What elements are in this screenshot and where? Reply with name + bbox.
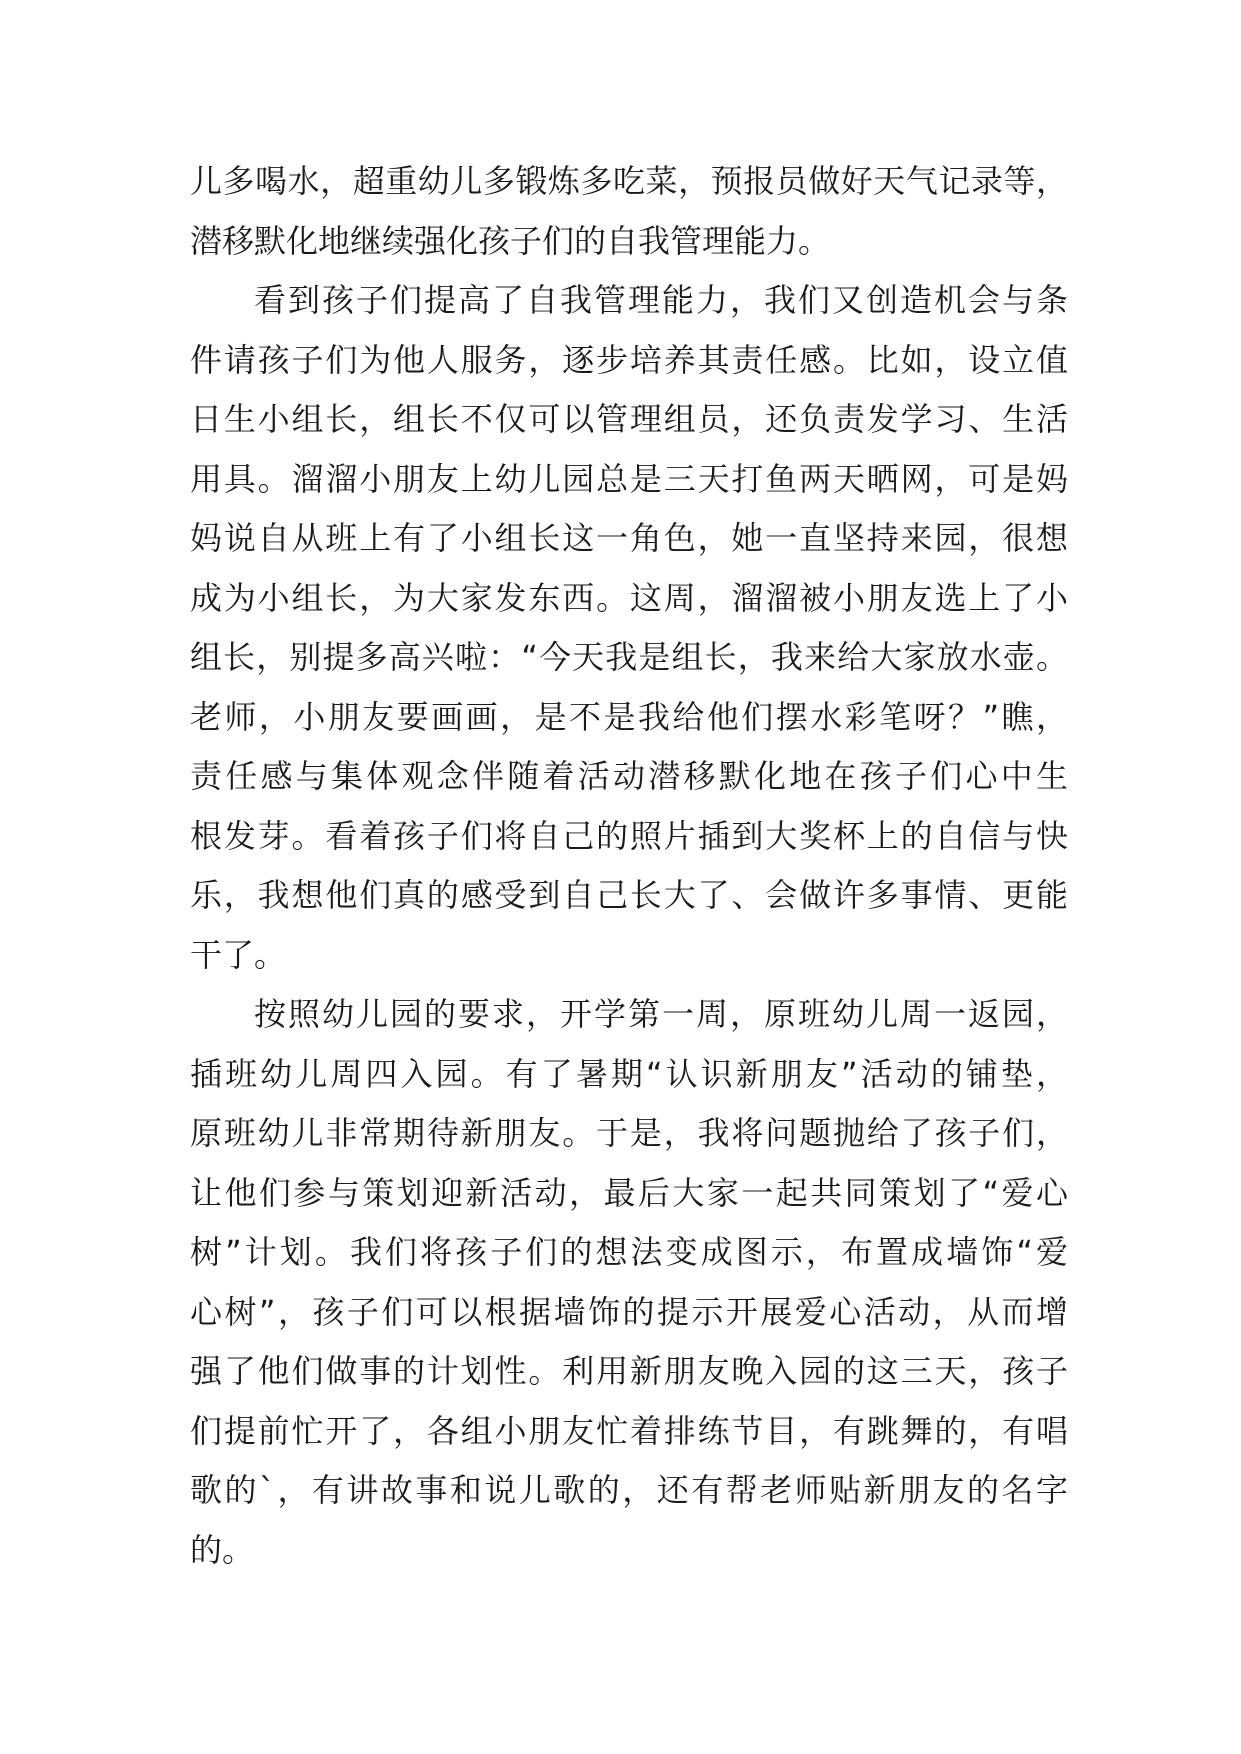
text-line: 潜移默化地继续强化孩子们的自我管理能力。 <box>190 221 831 260</box>
body-text <box>190 152 1068 1580</box>
text-line: 看到孩子们提高了自我管理能力，我们又创造机会与条 <box>254 281 1068 319</box>
text-line: 件请孩子们为他人服务，逐步培养其责任感。比如，设立值 <box>190 340 1068 379</box>
text-line: 们提前忙开了，各组小朋友忙着排练节目，有跳舞的，有唱 <box>190 1411 1068 1450</box>
text-line: 成为小组长，为大家发东西。这周，溜溜被小朋友选上了小 <box>190 578 1068 617</box>
text-line: 妈说自从班上有了小组长这一角色，她一直坚持来园，很想 <box>190 519 1068 557</box>
text-line: 日生小组长，组长不仅可以管理组员，还负责发学习、生活 <box>190 400 1068 438</box>
text-line: 心树”，孩子们可以根据墙饰的提示开展爱心活动，从而增 <box>190 1292 1068 1331</box>
paragraph <box>190 271 1068 985</box>
text-line: 歌的`，有讲故事和说儿歌的，还有帮老师贴新朋友的名字 <box>190 1471 1068 1509</box>
text-line: 责任感与集体观念伴随着活动潜移默化地在孩子们心中生 <box>190 757 1068 795</box>
text-line: 强了他们做事的计划性。利用新朋友晚入园的这三天，孩子 <box>190 1352 1068 1390</box>
text-line: 插班幼儿周四入园。有了暑期“认识新朋友”活动的铺垫， <box>190 1054 1068 1093</box>
text-line: 原班幼儿非常期待新朋友。于是，我将问题抛给了孩子们， <box>190 1114 1068 1152</box>
text-line: 按照幼儿园的要求，开学第一周，原班幼儿周一返园， <box>254 995 1068 1033</box>
paragraph <box>190 985 1068 1580</box>
text-line: 根发芽。看着孩子们将自己的照片插到大奖杯上的自信与快 <box>190 816 1068 855</box>
text-line: 组长，别提多高兴啦：“今天我是组长，我来给大家放水壶。 <box>190 638 1068 676</box>
text-line: 让他们参与策划迎新活动，最后大家一起共同策划了“爱心 <box>190 1173 1068 1212</box>
text-line: 老师，小朋友要画画，是不是我给他们摆水彩笔呀？”瞧， <box>190 697 1068 736</box>
text-line: 干了。 <box>190 935 287 974</box>
text-line: 的。 <box>190 1530 255 1569</box>
text-line: 树”计划。我们将孩子们的想法变成图示，布置成墙饰“爱 <box>190 1233 1068 1271</box>
text-line: 乐，我想他们真的感受到自己长大了、会做许多事情、更能 <box>190 876 1068 914</box>
paragraph <box>190 152 1068 271</box>
text-line: 用具。溜溜小朋友上幼儿园总是三天打鱼两天晒网，可是妈 <box>190 459 1068 498</box>
text-line: 儿多喝水，超重幼儿多锻炼多吃菜，预报员做好天气记录等， <box>190 162 1068 200</box>
